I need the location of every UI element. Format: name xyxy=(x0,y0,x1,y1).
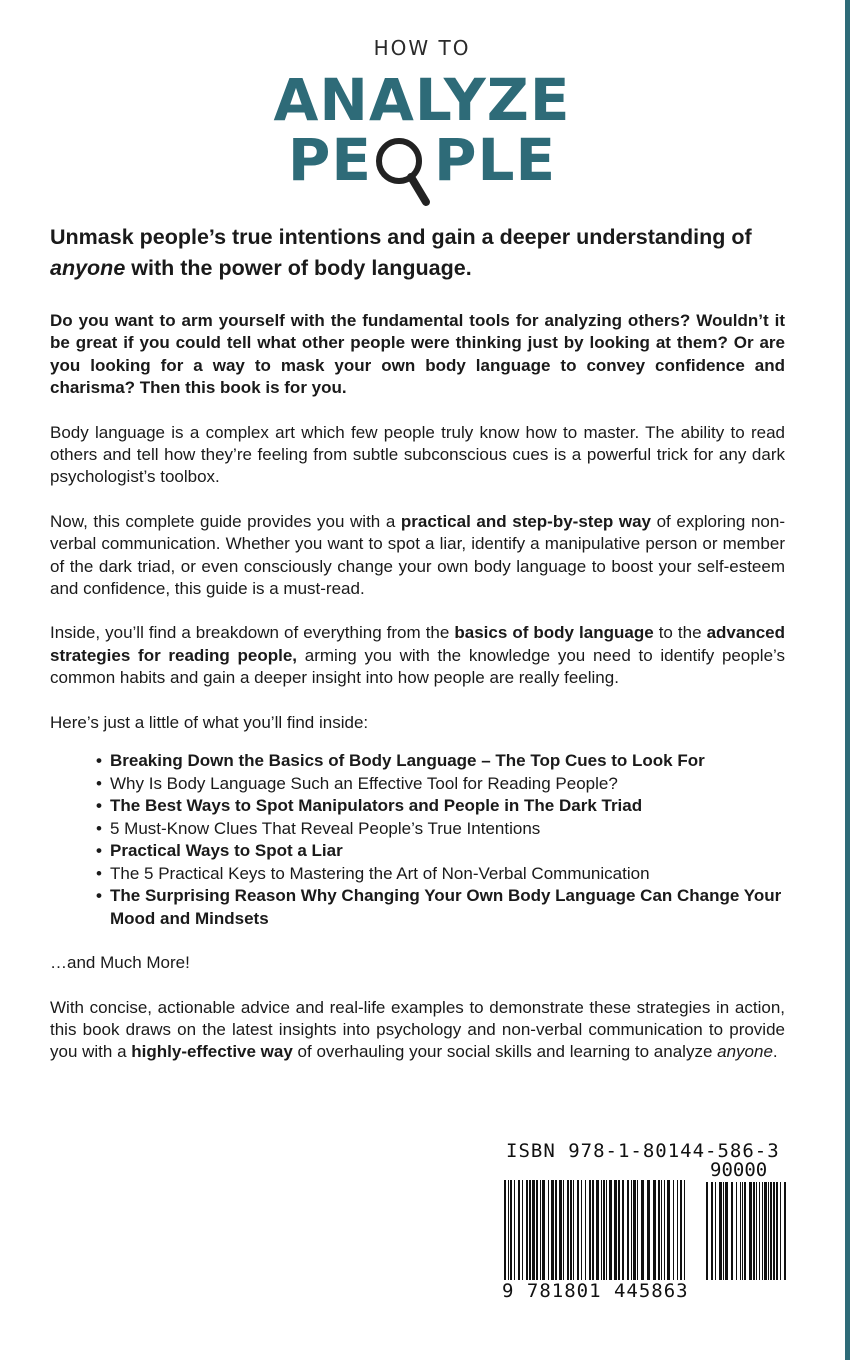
list-item: • Why Is Body Language Such an Effective Tool for Reading People? xyxy=(96,773,785,796)
paragraph-3: Inside, you’ll find a breakdown of everything from the basics of body language to the advanced strategies for reading people, arming you with the knowledge you need to identify people’s common habits and gain a deeper insight into how people are really feeling. xyxy=(50,623,786,688)
paragraph-1: Body language is a complex art which few people truly know how to master. The ability to read others and tell how they’re feeling from subtle subconscious cues is a powerful trick for any dark psychologist’s toolbox. xyxy=(50,422,785,487)
title-people xyxy=(0,126,844,194)
spine-edge xyxy=(845,0,850,1360)
list-item: • The Surprising Reason Why Changing Your Own Body Language Can Change Your Mood and Mindsets xyxy=(96,885,785,930)
title-analyze: ANALYZE xyxy=(273,66,571,134)
title-kicker: HOW TO xyxy=(373,36,471,60)
list-intro: Here’s just a little of what you’ll find inside: xyxy=(50,712,369,732)
cover-title xyxy=(0,36,844,194)
feature-list xyxy=(50,750,785,930)
tagline: Unmask people’s true intentions and gain a deeper understanding of anyone with the power of body language. xyxy=(50,225,752,280)
list-item: • 5 Must-Know Clues That Reveal People’s True Intentions xyxy=(96,818,785,841)
blurb xyxy=(50,222,785,1064)
barcode-digits: 9 781801 445863 xyxy=(502,1280,689,1302)
closing-paragraph: With concise, actionable advice and real-life examples to demonstrate these strategies in action, this book draws on the latest insights into psychology and non-verbal communication to provide you with a highly-effective way of overhauling your social skills and learning to analyze anyone. xyxy=(50,997,785,1062)
intro-paragraph: Do you want to arm yourself with the fundamental tools for analyzing others? Wouldn’t it be great if you could tell what other people were thinking just by looking at them? Or are you looking for a way to mask your own body language to convey confidence and charisma? Then this book is for you. xyxy=(50,311,785,398)
isbn-label: ISBN 978-1-80144-586-3 xyxy=(506,1140,780,1162)
paragraph-2: Now, this complete guide provides you with a practical and step-by-step way of exploring non-verbal communication. Whether you want to spot a liar, identify a manipulative person or member of the dark triad, or even consciously change your own body language to boost your self-esteem and confidence, this guide is a must-read. xyxy=(50,511,785,599)
title-people-end: PLE xyxy=(434,126,557,194)
list-item: • Breaking Down the Basics of Body Language – The Top Cues to Look For xyxy=(96,750,785,773)
isbn-barcode xyxy=(500,1140,790,1305)
list-item: • The 5 Practical Keys to Mastering the Art of Non-Verbal Communication xyxy=(96,863,785,886)
and-more: …and Much More! xyxy=(50,953,190,973)
price-code: 90000 xyxy=(710,1159,768,1181)
list-item: • The Best Ways to Spot Manipulators and People in The Dark Triad xyxy=(96,795,785,818)
magnifying-glass-icon xyxy=(372,130,434,190)
list-item: • Practical Ways to Spot a Liar xyxy=(96,840,785,863)
title-people-start: PE xyxy=(287,126,373,194)
